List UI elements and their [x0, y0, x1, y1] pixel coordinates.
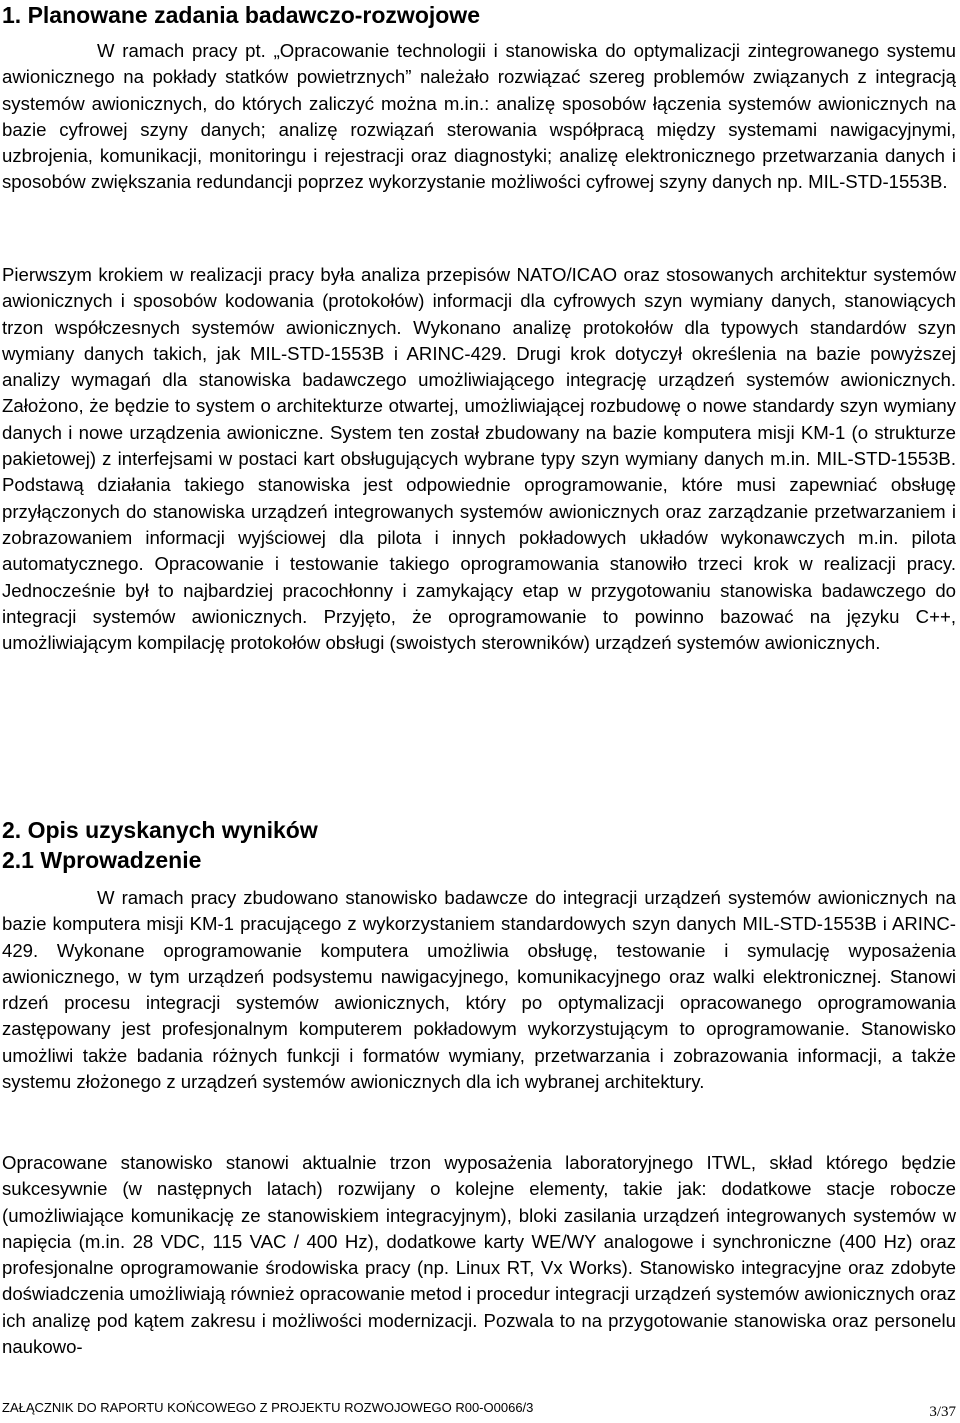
section-2-1-subheading: 2.1 Wprowadzenie — [2, 847, 202, 873]
section-2-paragraph-2: Opracowane stanowisko stanowi aktualnie trzon wyposażenia laboratoryjnego ITWL, skład którego będzie sukcesywnie (w następnych latach) rozwijany o kolejne elementy, takie jak: dodatkowe stacje robocze (umożliwiające komunikację ze stanowiskiem integracyjnym), bloki zasilania urządzeń integrowanych systemów w napięcia (m.in. 28 VDC, 115 VAC / 400 Hz), dodatkowe karty WE/WY analogowe i synchroniczne (400 Hz) oraz profesjonalne oprogramowanie środowiska pracy (np. Linux RT, Vx Works). Stanowisko integracyjne oraz zdobyte doświadczenia umożliwiają również opracowanie metod i procedur integracji urządzeń systemów awionicznych oraz ich analizę pod kątem zakresu i możliwości modernizacji. Pozwala to na przygotowanie stanowiska oraz personelu naukowo- — [2, 1152, 956, 1358]
page-number: 3/37 — [929, 1404, 956, 1420]
section-1-paragraph-2: Pierwszym krokiem w realizacji pracy była analiza przepisów NATO/ICAO oraz stosowanych architektur systemów awionicznych i sposobów kodowania (protokołów) informacji dla cyfrowych szyn wymiany danych, stanowiących trzon współczesnych systemów awionicznych. Wykonano analizę protokołów dla typowych standardów szyn wymiany danych takich, jak MIL-STD-1553B i ARINC-429. Drugi krok dotyczył określenia na bazie powyższej analizy wymagań dla stanowiska badawczego umożliwiającego integrację urządzeń systemów awionicznych. Założono, że będzie to system o architekturze otwartej, umożliwiającej rozbudowę o nowe standardy szyn wymiany danych i nowe urządzenia awioniczne. System ten został zbudowany na bazie komputera misji KM-1 (o strukturze pakietowej) z interfejsami w postaci kart obsługujących wybrane typy szyn wymiany danych m.in. MIL-STD-1553B. Podstawą działania takiego stanowiska jest odpowiednie oprogramowanie, które musi zapewniać obsługę przyłączonych do stanowiska urządzeń integrowanych systemów awionicznych oraz zarządzanie przetwarzaniem i zobrazowaniem informacji wyjściowej dla pilota i innych pokładowych układów wykonawczych m.in. pilota automatycznego. Opracowanie i testowanie takiego oprogramowania stanowiło trzeci krok w realizacji pracy. Jednocześnie był to najbardziej pracochłonny i zamykający etap w przygotowaniu stanowiska badawczego do integracji systemów awionicznych. Przyjęto, że oprogramowanie to powinno bazować na języku C++, umożliwiającym kompilację protokołów obsługi (swoistych sterowników) urządzeń systemów awionicznych. — [2, 264, 956, 654]
section-1-heading: 1. Planowane zadania badawczo-rozwojowe — [2, 2, 480, 28]
section-2-paragraph-1: W ramach pracy zbudowano stanowisko badawcze do integracji urządzeń systemów awionicznych na bazie komputera misji KM-1 pracującego z wykorzystaniem standardowych szyn danych MIL-STD-1553B i ARINC-429. Wykonane oprogramowanie komputera umożliwia obsługę, testowanie i symulację wyposażenia awionicznego, w tym urządzeń podsystemu nawigacyjnego, komunikacyjnego oraz walki elektronicznej. Stanowi rdzeń procesu integracji systemów awionicznych, który po optymalizacji opracowanego oprogramowania zastępowany jest profesjonalnym komputerem pokładowym wykorzystującym to oprogramowanie. Stanowisko umożliwi także badania różnych funkcji i formatów wymiany, przetwarzania i zobrazowania informacji, a także systemu złożonego z urządzeń systemów awionicznych dla ich wybranej architektury. — [2, 887, 956, 1093]
page-footer: ZAŁĄCZNIK DO RAPORTU KOŃCOWEGO Z PROJEKTU ROZWOJOWEGO R00-O0066/3 — [2, 1400, 534, 1415]
section-2-heading: 2. Opis uzyskanych wyników — [2, 817, 318, 843]
section-1-paragraph-1: W ramach pracy pt. „Opracowanie technologii i stanowiska do optymalizacji zintegrowanego systemu awionicznego na pokłady statków powietrznych” należało rozwiązać szereg problemów związanych z integracją systemów awionicznych, do których zaliczyć można m.in.: analizę sposobów łączenia systemów awionicznych na bazie cyfrowej szyny danych; analizę rozwiązań sterowania współpracą między systemami nawigacyjnymi, uzbrojenia, komunikacji, monitoringu i rejestracji oraz diagnostyki; analizę elektronicznego przetwarzania danych i sposobów zwiększania redundancji poprzez wykorzystanie możliwości cyfrowej szyny danych np. MIL-STD-1553B. — [2, 40, 956, 193]
